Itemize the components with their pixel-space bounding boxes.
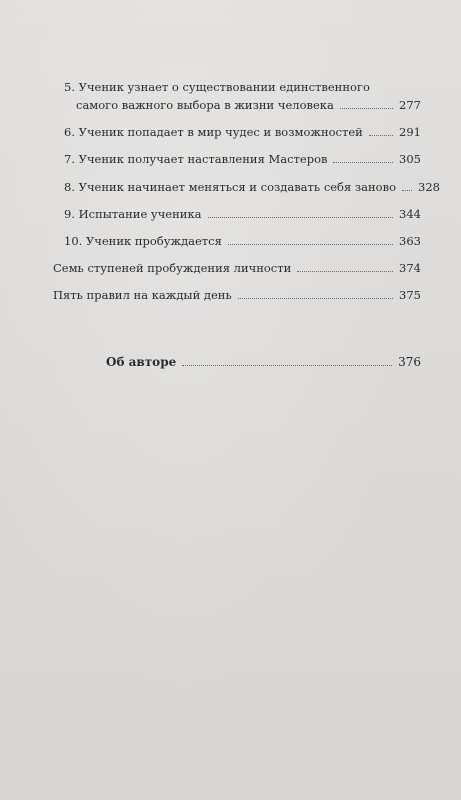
leader-dots: [369, 135, 393, 136]
leader-dots: [208, 217, 394, 218]
leader-dots: [340, 108, 393, 109]
toc-page-number: 305: [399, 152, 421, 166]
toc-item-number: 7.: [64, 152, 75, 166]
toc-extra-seven-steps: [53, 260, 421, 276]
toc-item-text: Ученик получает наставления Мастеров: [78, 152, 328, 166]
toc-item-5-line2: [76, 97, 421, 113]
toc-item-text: Испытание ученика: [78, 207, 202, 221]
toc-item-text: Ученик узнает о существовании единственного: [78, 80, 370, 94]
toc-page-number: 328: [418, 180, 440, 194]
toc-about-author: [106, 354, 421, 370]
leader-dots: [333, 162, 393, 163]
toc-item-text: Пять правил на каждый день: [53, 288, 232, 302]
toc-item-7: [64, 151, 421, 167]
leader-dots: [228, 244, 393, 245]
leader-dots: [182, 365, 392, 366]
toc-item-8: [64, 179, 440, 195]
leader-dots: [297, 271, 393, 272]
leader-dots: [402, 190, 412, 191]
toc-item-number: 10.: [64, 234, 83, 248]
toc-item-text: Ученик пробуждается: [85, 234, 222, 248]
toc-extra-five-rules: [53, 287, 421, 303]
leader-dots: [238, 298, 393, 299]
toc-item-5-line1: [64, 79, 370, 95]
toc-item-label: [64, 233, 222, 249]
toc-page-number: 277: [399, 98, 421, 112]
toc-item-text: Об авторе: [106, 355, 177, 369]
toc-item-label: [64, 179, 396, 195]
toc-item-text: Ученик попадает в мир чудес и возможностей: [78, 125, 363, 139]
toc-item-10: [64, 233, 421, 249]
toc-item-6: [64, 124, 421, 140]
toc-page-number: 375: [399, 288, 421, 302]
toc-item-label: [64, 124, 363, 140]
toc-item-number: 6.: [64, 125, 75, 139]
toc-page-number: 363: [399, 234, 421, 248]
toc-page-number: 291: [399, 125, 421, 139]
toc-page-number: 344: [399, 207, 421, 221]
toc-item-label: [64, 206, 202, 222]
toc-item-label: [64, 151, 327, 167]
toc-item-text: Семь ступеней пробуждения личности: [53, 261, 292, 275]
toc-item-text: Ученик начинает меняться и создавать себя заново: [78, 180, 397, 194]
toc-item-9: [64, 206, 421, 222]
toc-page-number: 374: [399, 261, 421, 275]
toc-page-number: 376: [398, 355, 421, 369]
toc-item-number: 8.: [64, 180, 75, 194]
toc-item-number: 9.: [64, 207, 75, 221]
toc-item-number: 5.: [64, 80, 75, 94]
toc-item-text: самого важного выбора в жизни человека: [76, 98, 334, 112]
